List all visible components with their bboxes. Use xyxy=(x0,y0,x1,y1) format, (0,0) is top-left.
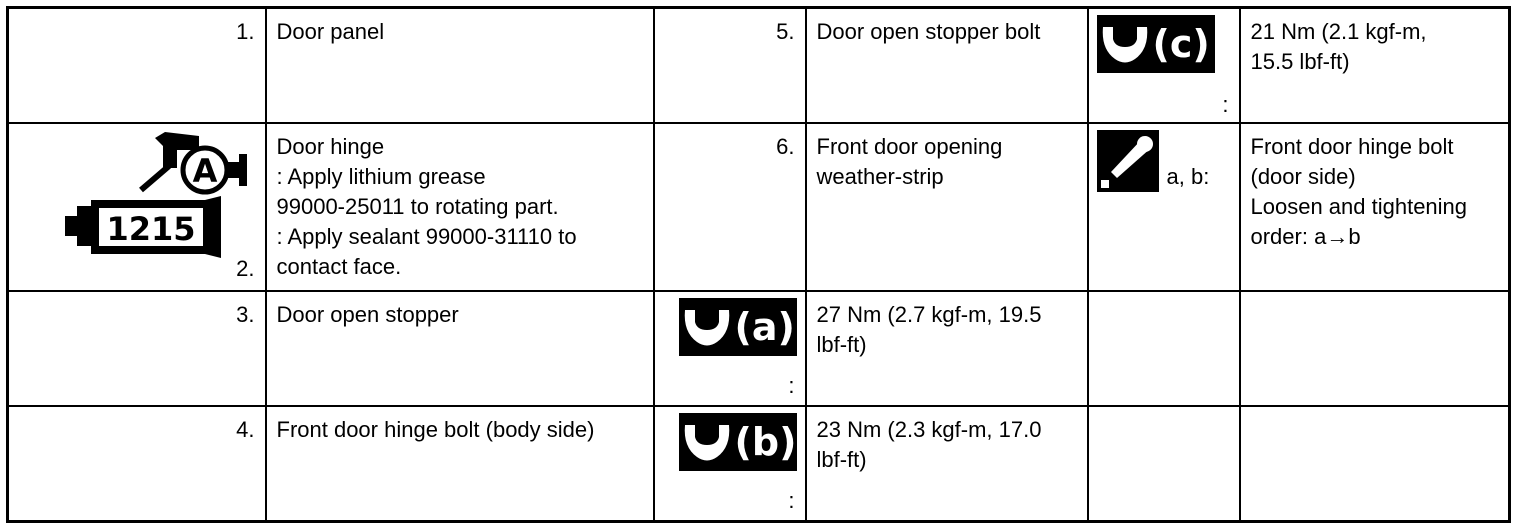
wrench-icon xyxy=(1099,19,1151,69)
item-description: Front door hinge bolt (body side) xyxy=(266,406,654,522)
torque-badge xyxy=(679,298,797,356)
torque-value: 21 Nm (2.1 kgf-m, 15.5 lbf-ft) xyxy=(1240,8,1510,123)
torque-badge xyxy=(1097,15,1215,73)
item-description: Door hinge : Apply lithium grease 99000-25011 to rotating part. : Apply sealant 99000-31110 to contact face. xyxy=(266,123,654,291)
wrench-icon xyxy=(681,302,733,352)
torque-symbol-cell xyxy=(654,291,806,406)
empty-cell xyxy=(1088,291,1240,406)
symbol-colon: : xyxy=(1222,91,1229,117)
item-number: 2. xyxy=(236,255,255,281)
torque-letter: (a) xyxy=(734,304,795,349)
torque-letter: (b) xyxy=(734,419,797,464)
grease-letter: A xyxy=(192,151,217,190)
symbol-number-cell xyxy=(8,123,266,291)
component-legend-table xyxy=(6,6,1508,520)
tube-text: 1215 xyxy=(105,209,196,248)
torque-symbol-cell xyxy=(1088,8,1240,123)
item-number: 4. xyxy=(8,406,266,522)
item-number: 3. xyxy=(8,291,266,406)
torque-value: 27 Nm (2.7 kgf-m, 19.5 lbf-ft) xyxy=(806,291,1088,406)
symbol-suffix: a, b: xyxy=(1166,163,1210,189)
torque-value: 23 Nm (2.3 kgf-m, 17.0 lbf-ft) xyxy=(806,406,1088,522)
empty-cell xyxy=(1088,406,1240,522)
item-number: 6. xyxy=(654,123,806,291)
symbol-colon: : xyxy=(788,372,795,398)
sealant-tube-1215-icon xyxy=(65,196,225,266)
item-description: Door panel xyxy=(266,8,654,123)
item-number: 5. xyxy=(654,8,806,123)
item-number: 1. xyxy=(8,8,266,123)
torque-badge xyxy=(679,413,797,471)
torque-symbol-cell xyxy=(654,406,806,522)
table-row xyxy=(8,406,1510,522)
empty-cell xyxy=(1240,406,1510,522)
grease-gun-a-icon xyxy=(135,132,253,204)
item-description: Door open stopper xyxy=(266,291,654,406)
table-row xyxy=(8,123,1510,291)
item-description: Door open stopper bolt xyxy=(806,8,1088,123)
item-description: Front door opening weather-strip xyxy=(806,123,1088,291)
empty-cell xyxy=(1240,291,1510,406)
table-row xyxy=(8,8,1510,123)
note-value: Front door hinge bolt (door side) Loosen and tightening order: a→b xyxy=(1240,123,1510,291)
wrench-icon xyxy=(681,417,733,467)
table-row xyxy=(8,291,1510,406)
torque-order-cell xyxy=(1088,123,1240,291)
torque-order-icon xyxy=(1097,130,1159,192)
legend-table xyxy=(6,6,1511,523)
torque-letter: (c) xyxy=(1152,22,1210,66)
symbol-colon: : xyxy=(788,488,795,513)
